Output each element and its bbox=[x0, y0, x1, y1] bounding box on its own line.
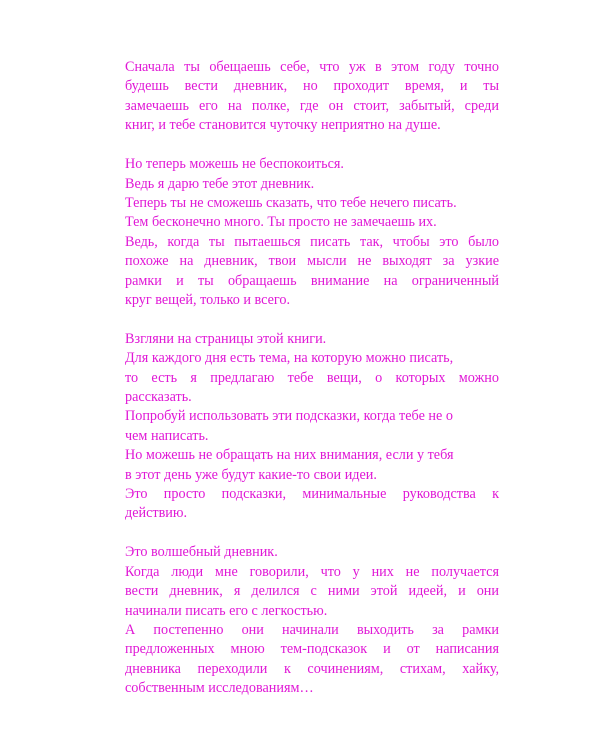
text-line: Попробуй использовать эти подсказки, когда тебе не о bbox=[125, 408, 453, 425]
text-line: в этот день уже будут какие-то свои идеи. bbox=[125, 466, 377, 483]
text-line: то есть я предлагаю тебе вещи, о которых можно bbox=[125, 369, 499, 386]
paragraph-gift bbox=[125, 155, 499, 310]
text-line: собственным исследованиям… bbox=[125, 680, 314, 697]
text-line: чем написать. bbox=[125, 427, 209, 444]
text-line: дневника переходили к сочинениям, стихам, хайку, bbox=[125, 660, 499, 677]
paragraph-magic bbox=[125, 543, 499, 698]
text-line: Ведь я дарю тебе этот дневник. bbox=[125, 175, 315, 192]
text-line: замечаешь его на полке, где он стоит, забытый, среди bbox=[125, 97, 499, 114]
text-line: вести дневник, я делился с ними этой идеей, и они bbox=[125, 583, 499, 600]
text-line: Когда люди мне говорили, что у них не получается bbox=[125, 563, 499, 580]
page-body bbox=[125, 58, 499, 718]
text-line: Для каждого дня есть тема, на которую можно писать, bbox=[125, 350, 454, 367]
paragraph-prompts bbox=[125, 330, 499, 524]
text-line: А постепенно они начинали выходить за рамки bbox=[125, 621, 499, 638]
text-line: действию. bbox=[125, 505, 188, 522]
text-line: Но можешь не обращать на них внимания, если у тебя bbox=[125, 447, 454, 464]
text-line: Ведь, когда ты пытаешься писать так, чтобы это было bbox=[125, 233, 499, 250]
text-line: Это просто подсказки, минимальные руководства к bbox=[125, 486, 499, 502]
text-line: Сначала ты обещаешь себе, что уж в этом году точно bbox=[125, 59, 499, 75]
text-line: Это волшебный дневник. bbox=[125, 544, 278, 561]
text-line: книг, и тебе становится чуточку неприятно на душе. bbox=[125, 117, 441, 134]
text-line: Тем бесконечно много. Ты просто не замечаешь их. bbox=[125, 214, 437, 231]
text-line: похоже на дневник, твои мысли не выходят за узкие bbox=[125, 253, 499, 270]
text-line: начинали писать его с легкостью. bbox=[125, 602, 328, 619]
text-line: Взгляни на страницы этой книги. bbox=[125, 330, 327, 347]
text-line: будешь вести дневник, но проходит время, и ты bbox=[125, 78, 499, 95]
text-line: Теперь ты не сможешь сказать, что тебе нечего писать. bbox=[125, 194, 457, 211]
text-line: рассказать. bbox=[125, 389, 192, 406]
text-line: рамки и ты обращаешь внимание на ограниченный bbox=[125, 272, 499, 289]
text-line: круг вещей, только и всего. bbox=[125, 291, 290, 308]
text-line: Но теперь можешь не беспокоиться. bbox=[125, 156, 344, 173]
text-line: предложенных мною тем-подсказок и от написания bbox=[125, 641, 499, 658]
paragraph-intro bbox=[125, 58, 499, 136]
